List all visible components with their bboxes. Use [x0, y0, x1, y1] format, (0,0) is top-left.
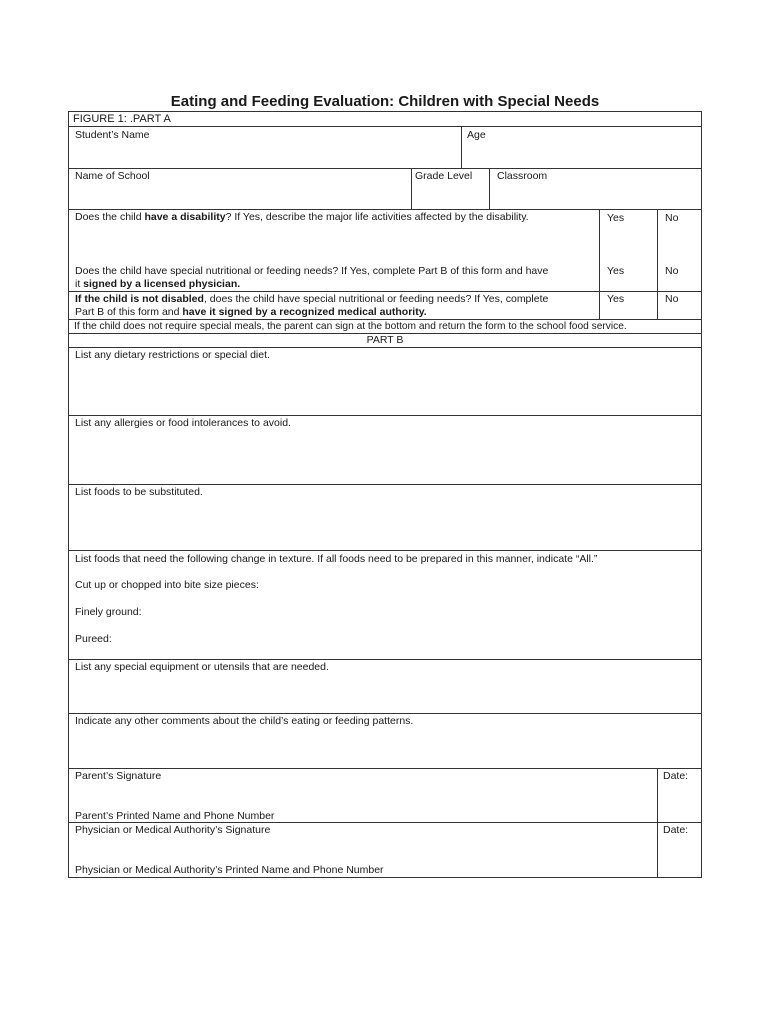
special-equipment-field[interactable]: List any special equipment or utensils that are needed. — [75, 661, 329, 673]
chopped-field[interactable]: Cut up or chopped into bite size pieces: — [75, 579, 259, 591]
question-text: it — [75, 278, 84, 290]
divider — [69, 484, 701, 485]
question-emphasis: signed by a licensed physician. — [83, 278, 241, 290]
divider — [69, 768, 701, 769]
question-emphasis: If the child is not disabled — [75, 293, 204, 305]
divider — [69, 209, 701, 210]
parent-date-field[interactable]: Date: — [663, 770, 689, 782]
divider — [599, 209, 600, 319]
question-text: ? If Yes, describe the major life activities affected by the disability. — [225, 211, 529, 223]
question-text: Does the child have special nutritional or feeding needs? If Yes, complete Part B of this form and have — [75, 265, 549, 277]
finely-ground-field[interactable]: Finely ground: — [75, 606, 142, 618]
age-field[interactable]: Age — [467, 129, 486, 141]
divider — [69, 659, 701, 660]
student-name-field[interactable]: Student’s Name — [75, 129, 150, 141]
parent-printed-name-field[interactable]: Parent’s Printed Name and Phone Number — [75, 810, 275, 822]
question-text: Part B of this form and — [75, 306, 183, 318]
divider — [69, 550, 701, 551]
disability-yes-option[interactable]: Yes — [607, 212, 625, 224]
question-text: Does the child — [75, 211, 145, 223]
disability-question — [75, 211, 529, 224]
divider — [69, 415, 701, 416]
not-disabled-question — [75, 293, 548, 319]
substitute-foods-field[interactable]: List foods to be substituted. — [75, 486, 203, 498]
physician-date-field[interactable]: Date: — [663, 824, 689, 836]
dietary-restrictions-field[interactable]: List any dietary restrictions or special diet. — [75, 349, 270, 361]
grade-level-field[interactable]: Grade Level — [415, 170, 473, 182]
evaluation-form — [68, 111, 702, 878]
not-disabled-no-option[interactable]: No — [665, 293, 679, 305]
classroom-field[interactable]: Classroom — [497, 170, 548, 182]
divider — [69, 347, 701, 348]
figure-label: FIGURE 1: .PART A — [73, 113, 171, 125]
form-title: Eating and Feeding Evaluation: Children with Special Needs — [170, 93, 600, 110]
divider — [461, 126, 462, 168]
parent-signature-field[interactable]: Parent’s Signature — [75, 770, 162, 782]
school-name-field[interactable]: Name of School — [75, 170, 150, 182]
divider — [411, 168, 412, 209]
texture-change-instruction: List foods that need the following change in texture. If all foods need to be prepared in this manner, indicate “All.” — [75, 553, 598, 565]
nutrition-question — [75, 265, 548, 291]
divider — [69, 168, 701, 169]
part-b-heading: PART B — [366, 334, 404, 346]
divider — [657, 768, 658, 877]
divider — [69, 713, 701, 714]
question-text: , does the child have special nutritional or feeding needs? If Yes, complete — [203, 293, 549, 305]
comments-field[interactable]: Indicate any other comments about the child’s eating or feeding patterns. — [75, 715, 414, 727]
pureed-field[interactable]: Pureed: — [75, 633, 112, 645]
physician-signature-field[interactable]: Physician or Medical Authority’s Signature — [75, 824, 271, 836]
nutrition-no-option[interactable]: No — [665, 265, 679, 277]
question-emphasis: have a disability — [144, 211, 226, 223]
divider — [69, 291, 701, 292]
divider — [489, 168, 490, 209]
physician-printed-name-field[interactable]: Physician or Medical Authority’s Printed Name and Phone Number — [75, 864, 384, 876]
parent-note: If the child does not require special meals, the parent can sign at the bottom and return the form to the school food service. — [74, 321, 627, 332]
not-disabled-yes-option[interactable]: Yes — [607, 293, 625, 305]
disability-no-option[interactable]: No — [665, 212, 679, 224]
question-emphasis: have it signed by a recognized medical authority. — [182, 306, 427, 318]
nutrition-yes-option[interactable]: Yes — [607, 265, 625, 277]
divider — [69, 126, 701, 127]
divider — [657, 209, 658, 319]
allergies-field[interactable]: List any allergies or food intolerances to avoid. — [75, 417, 291, 429]
